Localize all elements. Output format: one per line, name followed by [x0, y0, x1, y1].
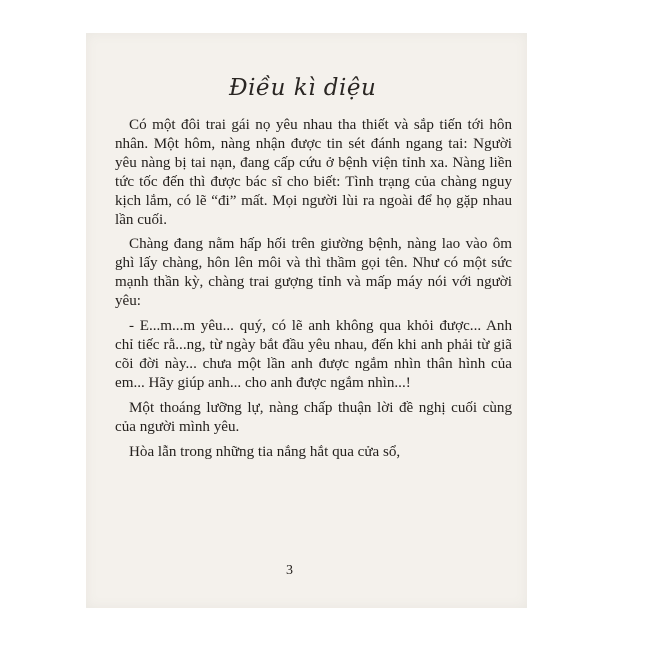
- paragraph: Hòa lẫn trong những tia nắng hắt qua cửa sổ,: [129, 443, 401, 460]
- paragraph: Có một đôi trai gái nọ yêu nhau tha thiết và sắp tiến tới hôn nhân. Một hôm, nàng nhận được tin sét đánh ngang tai: Người yêu nàng bị tai nạn, đang cấp cứu ở bệnh viện tỉnh xa. Nàng liền tức tốc đến thì được bác sĩ cho biết: Tình trạng của chàng nguy kịch lắm, có lẽ “đi” mất. Mọi người lùi ra ngoài để họ gặp nhau lần cuối.: [115, 117, 512, 228]
- page-body: [115, 116, 512, 467]
- page-number: 3: [286, 563, 293, 578]
- chapter-title: Điều kì diệu: [229, 75, 377, 101]
- paragraph: Một thoáng lưỡng lự, nàng chấp thuận lời đề nghị cuối cùng của người mình yêu.: [115, 399, 512, 435]
- paragraph: Chàng đang nằm hấp hối trên giường bệnh, nàng lao vào ôm ghì lấy chàng, hôn lên môi và thì thầm gọi tên. Như có một sức mạnh thần kỳ, chàng trai gượng tỉnh và mấp máy nói với người yêu:: [115, 236, 512, 310]
- book-page: [86, 33, 527, 608]
- paragraph: - E...m...m yêu... quý, có lẽ anh không qua khỏi được... Anh chỉ tiếc rằ...ng, từ ngày bắt đầu yêu nhau, đến khi anh phải từ giã cõi đời này... chưa một lần anh được ngắm nhìn thân hình của em... Hãy giúp anh... cho anh được ngắm nhìn...!: [115, 318, 512, 391]
